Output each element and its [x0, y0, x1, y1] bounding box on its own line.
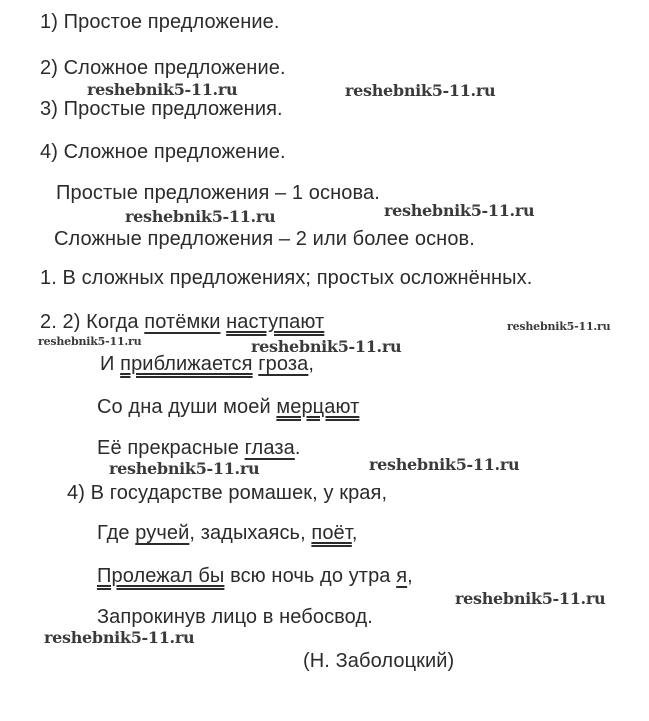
- poem-author: (Н. Заболоцкий): [303, 650, 455, 672]
- subject-word: глаза: [244, 437, 295, 459]
- poem-text: Со дна души моей: [97, 396, 277, 418]
- watermark: reshebnik5-11.ru: [369, 455, 520, 474]
- answer-3: 3) Простые предложения.: [40, 98, 283, 120]
- poem-line-8: Запрокинув лицо в небосвод.: [97, 606, 373, 628]
- watermark: reshebnik5-11.ru: [384, 201, 535, 220]
- poem-text: Где: [97, 522, 136, 544]
- subject-word: потёмки: [144, 311, 221, 333]
- poem-line-1: [40, 310, 324, 334]
- poem-line-6: [97, 521, 357, 545]
- answer-1: 1) Простое предложение.: [40, 11, 280, 33]
- definition-complex: Сложные предложения – 2 или более основ.: [54, 228, 475, 250]
- watermark: reshebnik5-11.ru: [455, 589, 606, 608]
- subject-word: ручей: [135, 522, 190, 544]
- subject-word: гроза: [258, 353, 309, 375]
- answer-2: 2) Сложное предложение.: [40, 57, 286, 79]
- poem-text: И: [100, 353, 121, 375]
- poem-line-3: [97, 395, 359, 419]
- watermark: reshebnik5-11.ru: [109, 459, 260, 478]
- poem-line-4: [97, 436, 300, 460]
- watermark: reshebnik5-11.ru: [38, 335, 142, 348]
- point-1: 1. В сложных предложениях; простых осложнённых.: [40, 267, 533, 289]
- watermark: reshebnik5-11.ru: [345, 81, 496, 100]
- poem-line-5: 4) В государстве ромашек, у края,: [67, 482, 388, 504]
- poem-text: всю ночь до утра: [224, 565, 397, 587]
- subject-word: я: [396, 565, 408, 587]
- poem-text: ,: [407, 565, 413, 587]
- watermark: reshebnik5-11.ru: [251, 337, 402, 356]
- poem-text: Её прекрасные: [97, 437, 245, 459]
- poem-text: .: [294, 437, 301, 459]
- predicate-word: Пролежал бы: [97, 565, 225, 587]
- poem-text: ,: [351, 522, 358, 544]
- predicate-word: приближается: [120, 353, 253, 375]
- poem-text: 2. 2) Когда: [40, 311, 145, 333]
- predicate-word: поёт: [311, 522, 352, 544]
- definition-simple: Простые предложения – 1 основа.: [56, 182, 380, 204]
- poem-line-7: [97, 564, 413, 588]
- watermark: reshebnik5-11.ru: [125, 207, 276, 226]
- poem-text: ,: [308, 353, 315, 375]
- answer-4: 4) Сложное предложение.: [40, 141, 286, 163]
- poem-text: , задыхаясь,: [189, 522, 312, 544]
- watermark: reshebnik5-11.ru: [507, 320, 611, 333]
- predicate-word: наступают: [226, 311, 325, 333]
- watermark: reshebnik5-11.ru: [44, 628, 195, 647]
- watermark: reshebnik5-11.ru: [87, 80, 238, 99]
- predicate-word: мерцают: [276, 396, 360, 418]
